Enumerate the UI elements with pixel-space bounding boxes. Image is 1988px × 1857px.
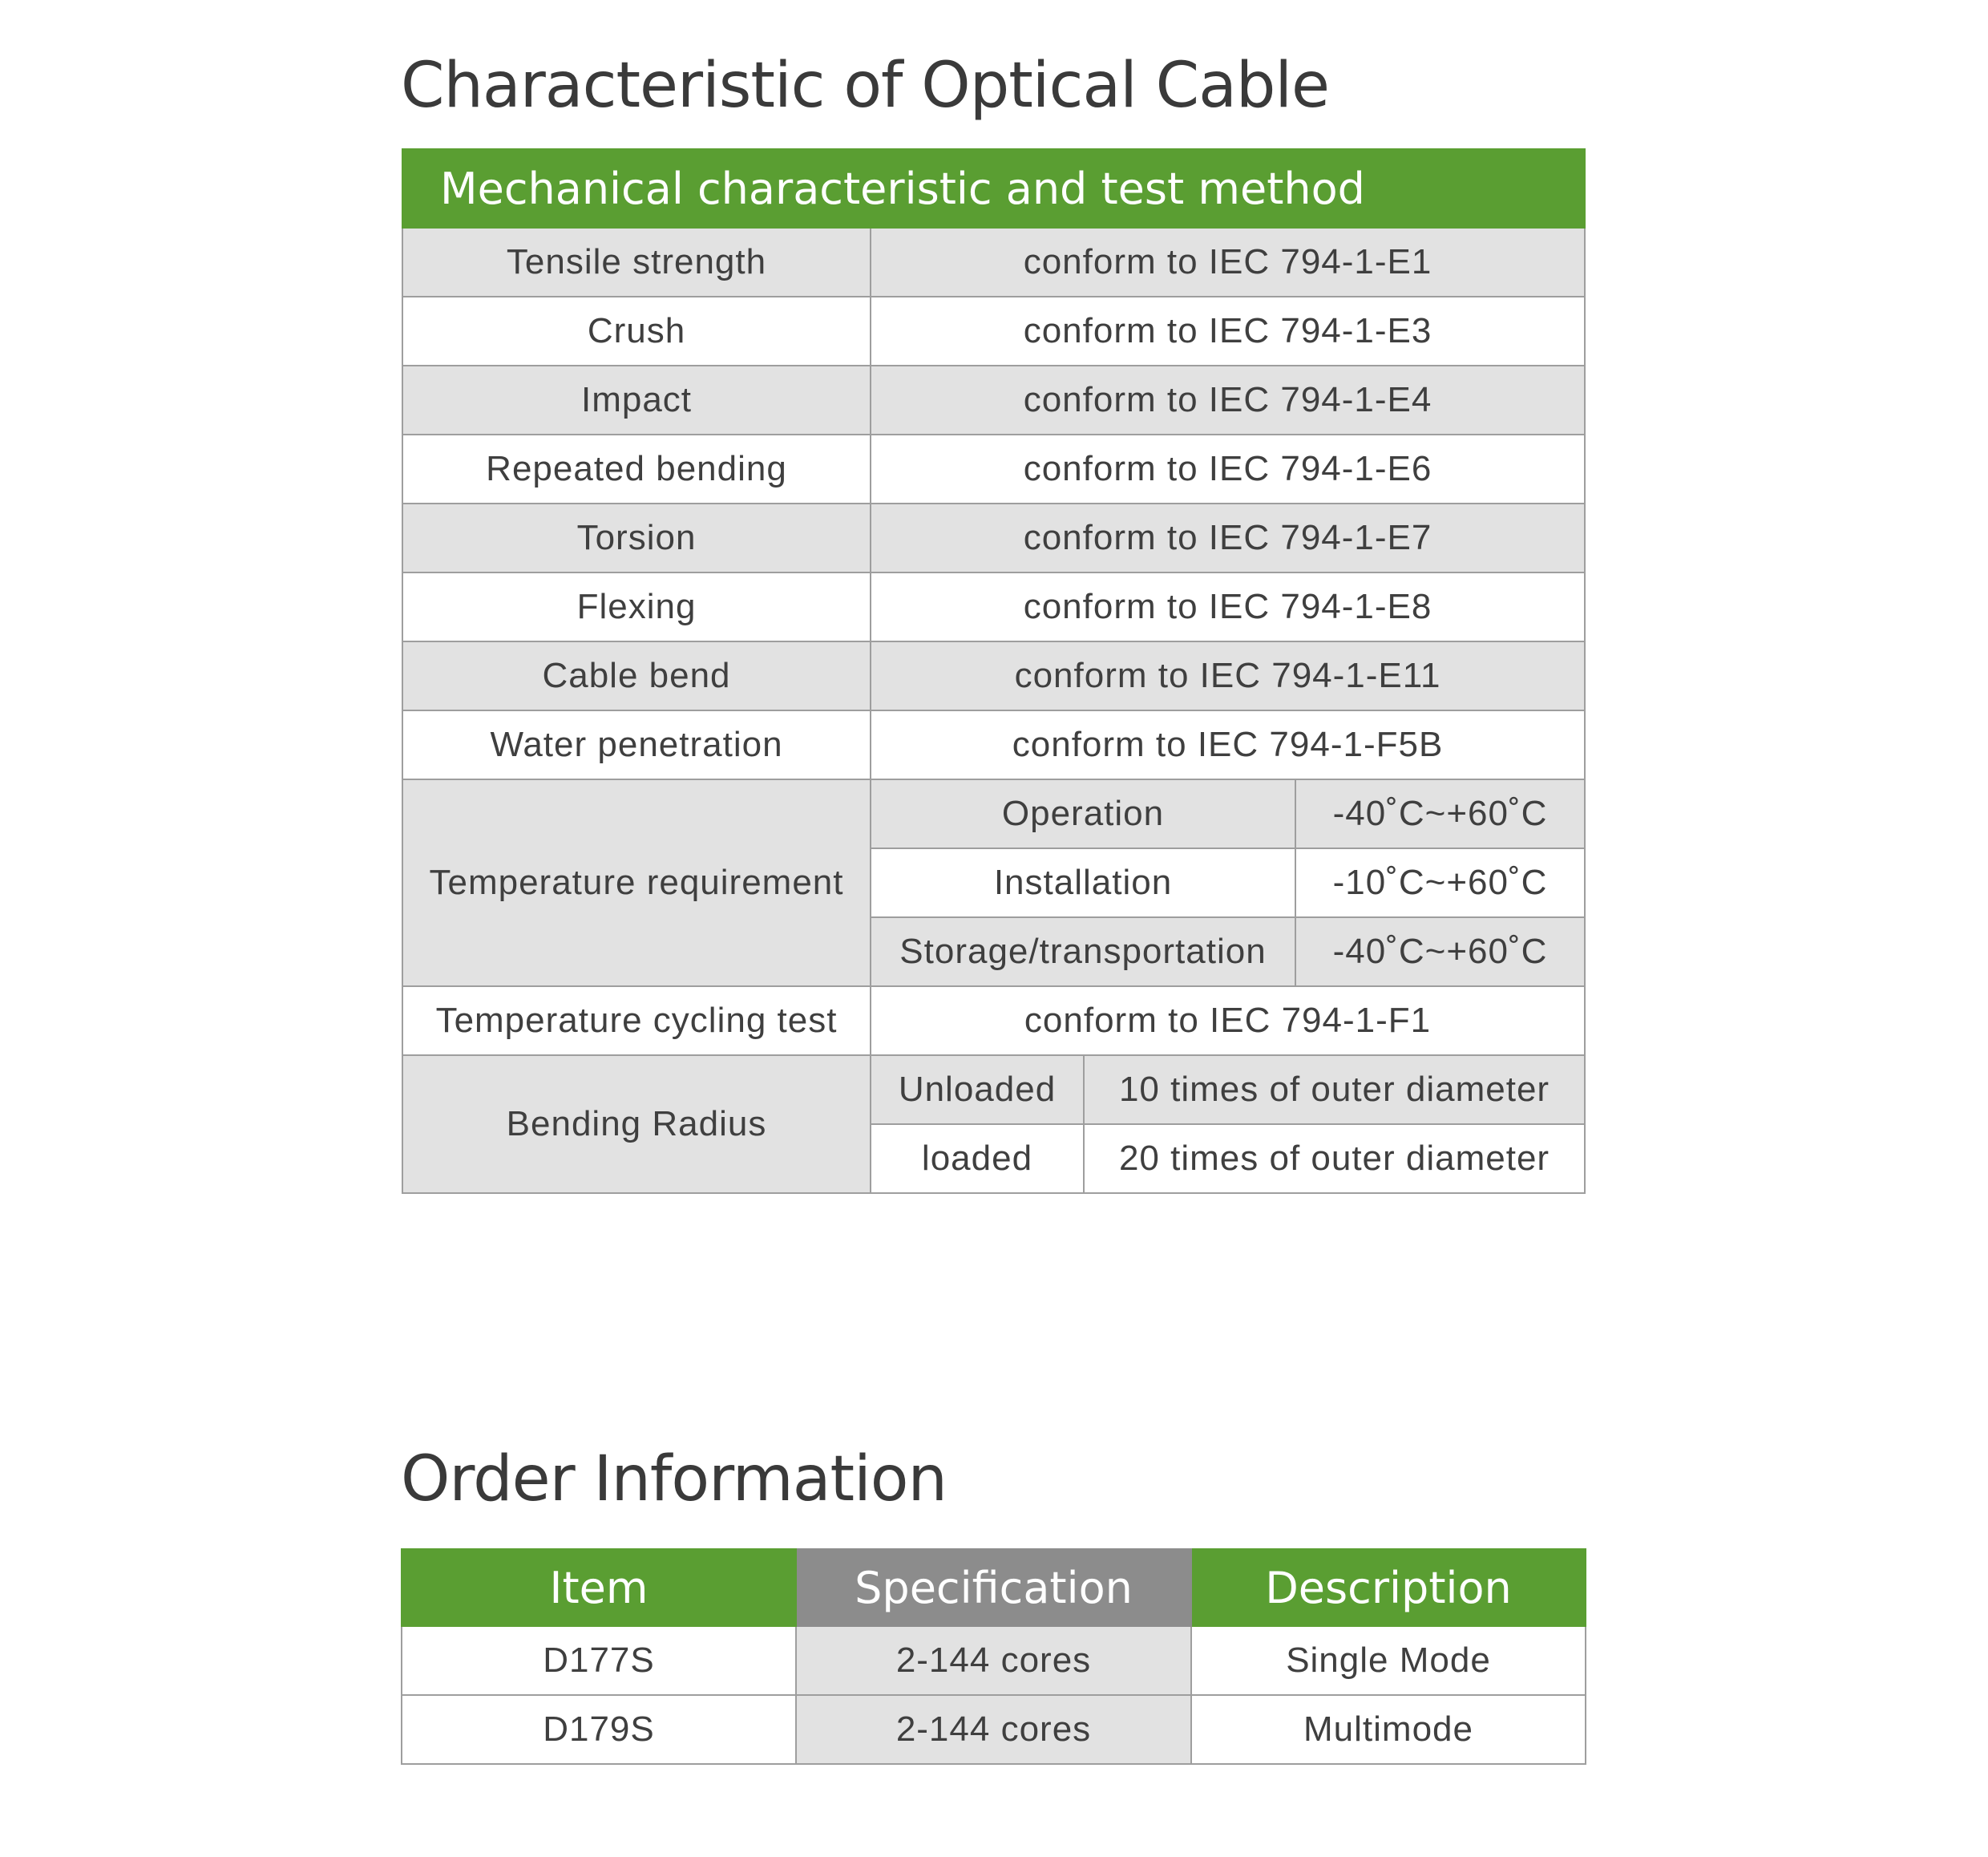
order-specification: 2-144 cores bbox=[796, 1695, 1191, 1764]
table-row bbox=[402, 710, 1585, 779]
row-label: Torsion bbox=[402, 504, 871, 572]
row-label: Flexing bbox=[402, 572, 871, 641]
temperature-condition: Storage/transportation bbox=[871, 917, 1295, 986]
temperature-condition: Installation bbox=[871, 848, 1295, 917]
table-row bbox=[402, 779, 1585, 848]
section-title-characteristic: Characteristic of Optical Cable bbox=[401, 50, 1330, 122]
table-row bbox=[402, 1695, 1586, 1764]
temperature-condition: Operation bbox=[871, 779, 1295, 848]
row-label: Impact bbox=[402, 366, 871, 435]
row-label: Temperature cycling test bbox=[402, 986, 871, 1055]
column-header-item: Item bbox=[402, 1549, 796, 1626]
bending-condition: Unloaded bbox=[871, 1055, 1084, 1124]
order-specification: 2-144 cores bbox=[796, 1626, 1191, 1695]
table-row bbox=[402, 504, 1585, 572]
mechanical-characteristics-table bbox=[402, 148, 1586, 1194]
temperature-range: -40˚C~+60˚C bbox=[1295, 917, 1585, 986]
table-row bbox=[402, 1626, 1586, 1695]
row-value: conform to IEC 794-1-E1 bbox=[871, 228, 1585, 297]
row-value: conform to IEC 794-1-E4 bbox=[871, 366, 1585, 435]
order-item: D177S bbox=[402, 1626, 796, 1695]
temperature-range: -10˚C~+60˚C bbox=[1295, 848, 1585, 917]
bending-radius-label: Bending Radius bbox=[402, 1055, 871, 1193]
table-row bbox=[402, 986, 1585, 1055]
table-row bbox=[402, 641, 1585, 710]
bending-value: 20 times of outer diameter bbox=[1084, 1124, 1585, 1193]
column-header-specification: Specification bbox=[796, 1549, 1191, 1626]
row-value: conform to IEC 794-1-F5B bbox=[871, 710, 1585, 779]
temperature-requirement-label: Temperature requirement bbox=[402, 779, 871, 986]
temperature-range: -40˚C~+60˚C bbox=[1295, 779, 1585, 848]
table-row bbox=[402, 297, 1585, 366]
row-value: conform to IEC 794-1-E6 bbox=[871, 435, 1585, 504]
row-label: Water penetration bbox=[402, 710, 871, 779]
column-header-description: Description bbox=[1191, 1549, 1586, 1626]
row-label: Cable bend bbox=[402, 641, 871, 710]
row-value: conform to IEC 794-1-E8 bbox=[871, 572, 1585, 641]
row-value: conform to IEC 794-1-F1 bbox=[871, 986, 1585, 1055]
table-row bbox=[402, 435, 1585, 504]
order-information-table bbox=[401, 1548, 1586, 1765]
table-header: Mechanical characteristic and test method bbox=[402, 149, 1585, 228]
row-label: Tensile strength bbox=[402, 228, 871, 297]
bending-condition: loaded bbox=[871, 1124, 1084, 1193]
order-description: Single Mode bbox=[1191, 1626, 1586, 1695]
section-title-order-information: Order Information bbox=[401, 1443, 947, 1515]
table-row bbox=[402, 228, 1585, 297]
order-item: D179S bbox=[402, 1695, 796, 1764]
table-row bbox=[402, 1055, 1585, 1124]
row-value: conform to IEC 794-1-E3 bbox=[871, 297, 1585, 366]
row-label: Repeated bending bbox=[402, 435, 871, 504]
order-description: Multimode bbox=[1191, 1695, 1586, 1764]
row-value: conform to IEC 794-1-E11 bbox=[871, 641, 1585, 710]
row-label: Crush bbox=[402, 297, 871, 366]
row-value: conform to IEC 794-1-E7 bbox=[871, 504, 1585, 572]
bending-value: 10 times of outer diameter bbox=[1084, 1055, 1585, 1124]
table-row bbox=[402, 572, 1585, 641]
table-row bbox=[402, 366, 1585, 435]
